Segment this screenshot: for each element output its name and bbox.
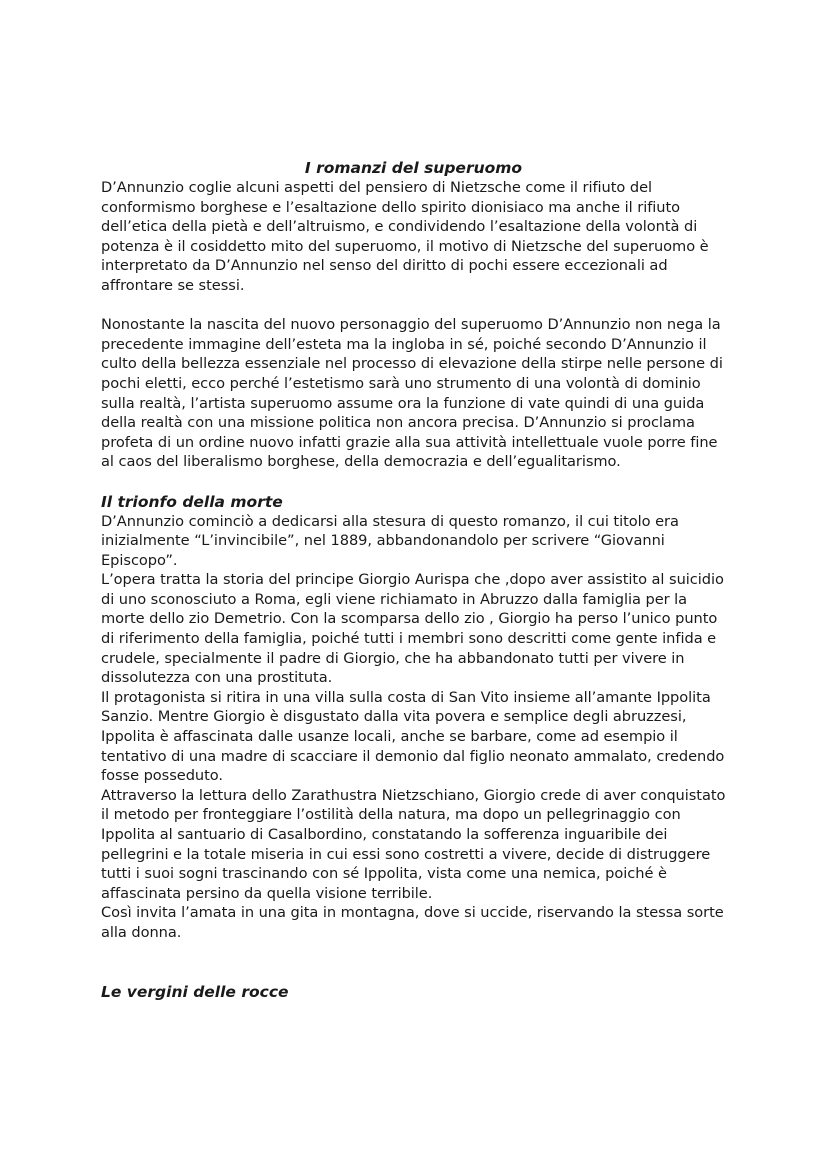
trionfo-paragraph-2: L’opera tratta la storia del principe Giorgio Aurispa che ,dopo aver assistito al suicidio di uno sconosciuto a Roma, egli viene richiamato in Abruzzo dalla famiglia per la morte dello zio Demetrio. Con la scomparsa dello zio , Giorgio ha perso l’unico punto di riferimento della famiglia, poiché tutti i membri sono descritti come gente infida e crudele, specialmente il padre di Giorgio, che ha abbandonato tutti per vivere in dissolutezza con una prostituta. [101,571,724,687]
section-heading-trionfo: Il trionfo della morte [101,492,283,511]
section-spacer [101,943,728,982]
trionfo-paragraph-5: Così invita l’amata in una gita in montagna, dove si uccide, riservando la stessa sorte alla donna. [101,904,724,941]
trionfo-paragraph-4: Attraverso la lettura dello Zarathustra Nietzschiano, Giorgio crede di aver conquistato il metodo per fronteggiare l’ostilità della natura, ma dopo un pellegrinaggio con Ippolita al santuario di Casalbordino, constatando la sofferenza inguaribile dei pellegrini e la totale miseria in cui essi sono costretti a vivere, decide di distruggere tutti i suoi sogni trascinando con sé Ippolita, vista come una nemica, poiché è affascinata persino da quella visione terribile. [101,786,726,902]
document-title: I romanzi del superuomo [304,159,523,177]
trionfo-paragraph-3: Il protagonista si ritira in una villa sulla costa di San Vito insieme all’amante Ippolita Sanzio. Mentre Giorgio è disgustato dalla vita povera e semplice degli abruzzesi, Ippolita è affascinata dalle usanze locali, anche se barbare, come ad esempio il tentativo di una madre di scacciare il demonio dal figlio neonato ammalato, credendo fosse posseduto. [101,688,725,785]
paragraph-spacer [101,472,728,492]
section-heading-vergini: Le vergini delle rocce [101,982,289,1001]
trionfo-paragraph-1: D’Annunzio cominciò a dedicarsi alla stesura di questo romanzo, il cui titolo era inizialmente “L’invincibile”, nel 1889, abbandonandolo per scrivere “Giovanni Episcopo”. [101,512,679,569]
paragraph-spacer [101,296,728,316]
intro-paragraph-1: D’Annunzio coglie alcuni aspetti del pensiero di Nietzsche come il rifiuto del conformismo borghese e l’esaltazione dello spirito dionisiaco ma anche il rifiuto dell’etica della pietà e dell’altruismo, e condividendo l’esaltazione della volontà di potenza è il cosiddetto mito del superuomo, il motivo di Nietzsche del superuomo è interpretato da D’Annunzio nel senso del diritto di pochi essere eccezionali ad affrontare se stessi. [101,179,709,294]
intro-paragraph-2: Nonostante la nascita del nuovo personaggio del superuomo D’Annunzio non nega la precedente immagine dell’esteta ma la ingloba in sé, poiché secondo D’Annunzio il culto della bellezza essenziale nel processo di elevazione della stirpe nelle persone di pochi eletti, ecco perché l’estetismo sarà uno strumento di una volontà di dominio sulla realtà, l’artista superuomo assume ora la funzione di vate quindi di una guida della realtà con una missione politica non ancora precisa. D’Annunzio si proclama profeta di un ordine nuovo infatti grazie alla sua attività intellettuale vuole porre fine al caos del liberalismo borghese, della democrazia e dell’egualitarismo. [101,316,723,471]
